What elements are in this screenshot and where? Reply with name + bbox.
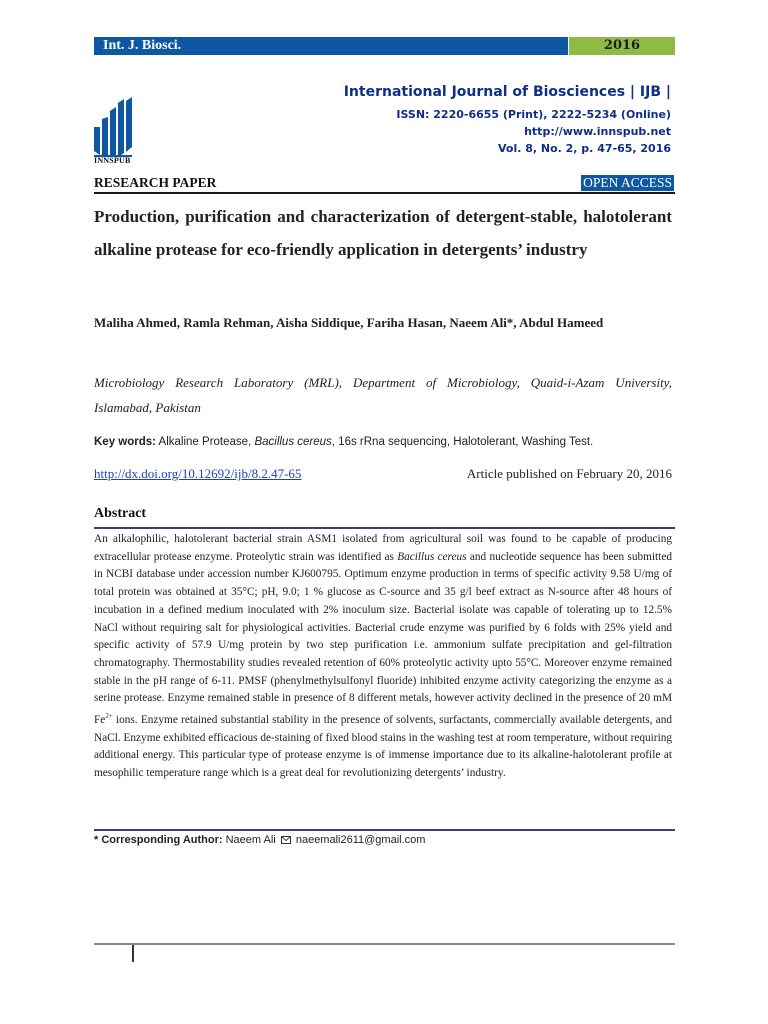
abstract-body	[94, 531, 672, 783]
journal-short-name: Int. J. Biosci.	[94, 37, 568, 55]
footer-rule	[94, 943, 675, 945]
authors-text: Maliha Ahmed, Ramla Rehman, Aisha Siddique, Fariha Hasan, Naeem Ali*, Abdul Hameed	[94, 315, 604, 330]
affiliation: Microbiology Research Laboratory (MRL), Department of Microbiology, Quaid-i-Azam University, Islamabad, Pakistan	[94, 375, 672, 415]
journal-volume: Vol. 8, No. 2, p. 47-65, 2016	[497, 142, 671, 155]
keywords-label: Key words:	[94, 436, 156, 448]
corresponding-author	[94, 834, 425, 846]
abstract-heading: Abstract	[94, 506, 147, 521]
publication-date: Article published on February 20, 2016	[466, 466, 672, 481]
corresponding-label: * Corresponding Author:	[94, 834, 223, 846]
journal-name: International Journal of Biosciences | IJB |	[343, 84, 671, 100]
keywords-text-a: Alkaline Protease,	[156, 436, 255, 448]
abstract-bottom-rule	[94, 829, 675, 831]
abstract-species: Bacillus cereus	[397, 550, 467, 563]
journal-issn: ISSN: 2220-6655 (Print), 2222-5234 (Online)	[396, 108, 671, 121]
paper-title: Production, purification and characterization of detergent-stable, halotolerant alkaline protease for eco-friendly application in detergents’ industry	[94, 207, 672, 259]
footer-tick	[132, 945, 134, 962]
author-list	[94, 310, 672, 335]
header-divider	[94, 192, 675, 194]
abstract-part-1: An alkalophilic, halotolerant bacterial strain ASM1 isolated from agricultural soil was found to be capable of producing extracellular protease enzyme. Proteolytic strain was identified as	[94, 533, 672, 563]
abstract-superscript: 2+	[105, 712, 113, 721]
keywords-line	[94, 436, 684, 448]
keywords-text-b: , 16s rRna sequencing, Halotolerant, Washing Test.	[331, 436, 594, 448]
journal-url[interactable]: http://www.innspub.net	[524, 125, 671, 138]
open-access-badge: OPEN ACCESS	[583, 175, 672, 190]
journal-year: 2016	[569, 37, 675, 55]
corresponding-name: Naeem Ali	[222, 834, 279, 846]
keywords-species: Bacillus cereus	[254, 436, 332, 448]
doi-link[interactable]: http://dx.doi.org/10.12692/ijb/8.2.47-65	[94, 466, 302, 481]
abstract-part-2: and nucleotide sequence has been submitted in NCBI database under accession number KJ600795. Optimum enzyme production in terms of specific activity 9.58 U/mg of total protein was obtained at 35°C; pH, 9.0; 1 % glucose as C-source and 35 g/l beef extract as N-source after 48 hours of incubation in a defined medium inoculated with 2% inoculum size. Bacterial isolate was capable of tolerating up to 12.5% NaCl without requiring salt for physiological activities. Bacterial crude enzyme was purified by 6 folds with 25% yield and specific activity of 57.9 U/mg protein by two step purification i.e. ammonium sulfate precipitation and gel-filtration chromatography. Thermostability studies revealed retention of 60% proteolytic activity upto 55°C. Moreover enzyme remained stable in the pH range of 6-11. PMSF (phenylmethylsulfonyl fluoride) inhibited enzyme activity categorizing the enzyme as a serine protease. Enzyme remained stable in presence of 8 different metals, however activity declined in the presence of 20 mM Fe	[94, 550, 672, 726]
envelope-icon	[281, 836, 291, 844]
paper-type-label: RESEARCH PAPER	[94, 175, 217, 190]
corresponding-email[interactable]: naeemali2611@gmail.com	[292, 834, 426, 846]
publisher-logo-text: INNSPUB	[94, 156, 131, 165]
journal-header-bar	[94, 37, 675, 55]
abstract-part-3: ions. Enzyme retained substantial stability in the presence of solvents, surfactants, commercially available detergents, and NaCl. Enzyme exhibited efficacious de-staining of fixed blood stains in the washing test at room temperature, without requiring additional energy. This particular type of protease enzyme is of immense importance due to its alkaline-halotolerant profile at mesophilic temperature range which is a great deal for revolutionizing detergents’ industry.	[94, 713, 672, 779]
abstract-top-rule	[94, 527, 675, 529]
